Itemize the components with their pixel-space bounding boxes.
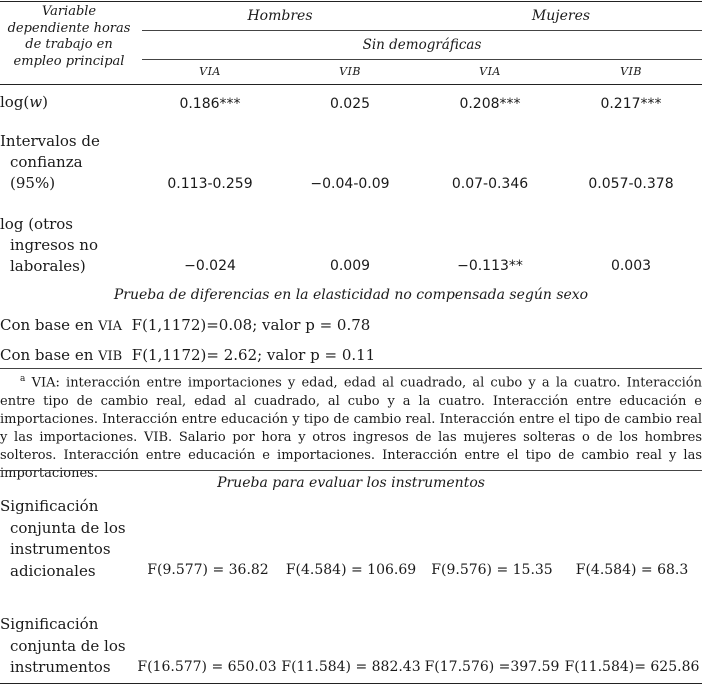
row-label-instruments-all-line: conjunta de los	[10, 636, 126, 655]
row-label-log-other	[0, 214, 98, 277]
cell-logw-vib-women: 0.217***	[600, 96, 662, 112]
instruments-top-rule	[0, 470, 702, 471]
row-label-instruments-all-line: instrumentos	[10, 658, 111, 676]
row-label-instruments-additional	[0, 496, 126, 582]
row-label-instruments-additional-line: conjunta de los	[10, 518, 126, 537]
cell-instr-additional-via-women: F(9.576) = 15.35	[431, 562, 553, 578]
test-diff-vib-text: F(1,1172)= 2.62; valor p = 0.11	[131, 346, 376, 364]
cell-instr-additional-vib-men: F(4.584) = 106.69	[285, 562, 417, 578]
row-label-logw	[0, 93, 48, 111]
row-label-ci	[0, 131, 100, 194]
footnote-text: VIA: interacción entre importaciones y edad, edad al cuadrado, al cubo y a la cuatro. Interacción entre tipo de cambio real, edad al cuadrado, al cubo y a la cuatro. Interacción entre educación e importaciones. Interacción entre educación y tipo de cambio real. Interacción entre el tipo de cambio real y las importaciones. VIB. Salario por hora y otros ingresos de las mujeres solteras o de los hombres solteros. Interacción entre educación e importaciones. Interacción entre el tipo de cambio real y las importaciones.	[0, 375, 702, 482]
cell-ci-via-men: 0.113-0.259	[167, 176, 253, 192]
cell-logw-via-women: 0.208***	[459, 96, 521, 112]
row-label-log-other-line: log (otros	[0, 215, 74, 233]
cell-logw-vib-men: 0.025	[329, 96, 371, 112]
test-diff-via	[0, 316, 370, 334]
top-rule	[0, 1, 702, 2]
footnote-top-rule	[0, 368, 702, 369]
cell-log-other-vib-women: 0.003	[610, 258, 652, 274]
variable-header	[0, 4, 138, 70]
variable-header-line: dependiente horas	[7, 20, 131, 36]
row-label-logw-prefix: log(	[0, 93, 30, 111]
cell-instr-all-via-women: F(17.576) =397.59	[424, 659, 560, 675]
cell-instr-additional-vib-women: F(4.584) = 68.3	[575, 562, 689, 578]
cell-instr-all-vib-women: F(11.584)= 625.86	[564, 659, 700, 675]
test-diff-title: Prueba de diferencias en la elasticidad no compensada según sexo	[113, 287, 589, 303]
cell-instr-additional-via-men: F(9.577) = 36.82	[147, 562, 269, 578]
column-header-vib-women: VIB	[620, 65, 642, 78]
footnote	[0, 370, 702, 484]
row-label-logw-suffix: )	[42, 93, 48, 111]
subgroup-rule	[142, 59, 702, 60]
row-label-instruments-additional-line: adicionales	[10, 561, 96, 580]
cell-instr-all-via-men: F(16.577) = 650.03	[137, 659, 277, 675]
column-header-via-women: VIA	[479, 65, 501, 78]
variable-header-line: Variable	[41, 4, 97, 19]
test-diff-via-text: F(1,1172)=0.08; valor p = 0.78	[131, 316, 371, 334]
row-label-instruments-additional-line: instrumentos	[10, 540, 111, 558]
row-label-ci-line: Intervalos de	[0, 132, 100, 150]
row-label-ci-line: (95%)	[10, 174, 56, 192]
row-label-instruments-additional-line: Significación	[0, 497, 99, 515]
cell-log-other-vib-men: 0.009	[329, 258, 371, 274]
subgroup-header: Sin demográficas	[362, 37, 482, 53]
row-label-logw-var: w	[29, 93, 43, 111]
column-header-via-men: VIA	[199, 65, 221, 78]
row-label-ci-line: confianza	[10, 153, 83, 171]
cell-ci-vib-women: 0.057-0.378	[588, 176, 674, 192]
footnote-marker: a	[20, 374, 26, 384]
variable-header-line: empleo principal	[13, 53, 125, 69]
header-bottom-rule	[0, 84, 702, 85]
row-label-log-other-line: ingresos no	[10, 236, 98, 254]
cell-log-other-via-women: −0.113**	[457, 258, 523, 274]
group-rule	[142, 30, 702, 31]
instruments-title: Prueba para evaluar los instrumentos	[217, 475, 485, 491]
row-label-instruments-all-line: Significación	[0, 615, 99, 633]
column-header-vib-men: VIB	[339, 65, 361, 78]
test-diff-via-prefix: Con base en	[0, 316, 94, 334]
test-diff-vib	[0, 346, 375, 364]
cell-logw-via-men: 0.186***	[179, 96, 241, 112]
cell-ci-vib-men: −0.04-0.09	[310, 176, 390, 192]
group-header-women: Mujeres	[531, 8, 591, 24]
row-label-log-other-line: laborales)	[10, 257, 86, 275]
cell-ci-via-women: 0.07-0.346	[451, 176, 529, 192]
cell-instr-all-vib-men: F(11.584) = 882.43	[281, 659, 421, 675]
cell-log-other-via-men: −0.024	[184, 258, 236, 274]
variable-header-line: de trabajo en	[25, 37, 113, 52]
test-diff-vib-prefix: Con base en	[0, 346, 94, 364]
bottom-rule	[0, 683, 702, 684]
test-diff-vib-tag: VIB	[98, 349, 123, 364]
test-diff-via-tag: VIA	[98, 319, 123, 334]
group-header-men: Hombres	[247, 8, 313, 24]
row-label-instruments-all	[0, 614, 126, 679]
